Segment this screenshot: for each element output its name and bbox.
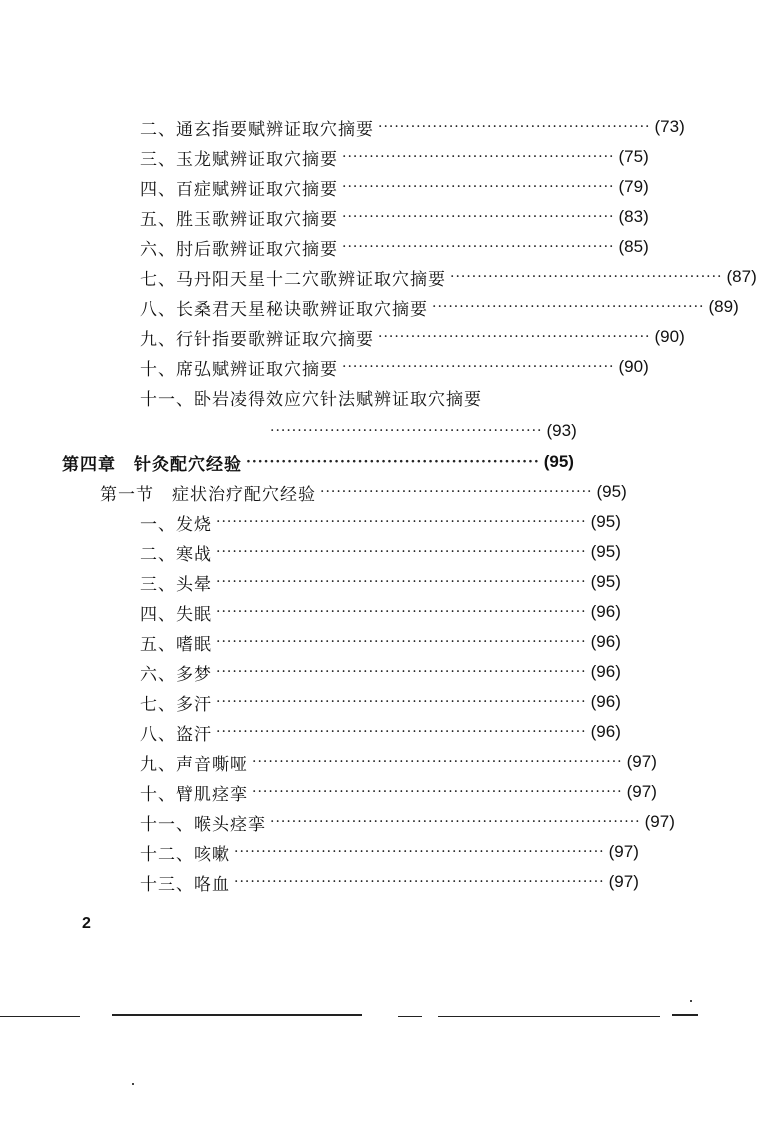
toc-entry-label: 十一、喉头痉挛 <box>140 814 266 835</box>
toc-entry[interactable] <box>140 568 621 596</box>
toc-entry-page: (97) <box>626 752 657 771</box>
toc-entry[interactable] <box>140 538 621 566</box>
toc-entry-page: (73) <box>654 117 685 136</box>
scan-rule <box>672 1014 698 1016</box>
scan-rule <box>0 1016 80 1017</box>
toc-entry-page: (97) <box>626 782 657 801</box>
toc-entry-label: 四、失眠 <box>140 604 212 625</box>
toc-entry[interactable] <box>140 748 657 776</box>
chapter-label: 第四章 针灸配穴经验 <box>62 454 242 475</box>
toc-entry[interactable] <box>140 868 639 896</box>
toc-entry-label: 七、多汗 <box>140 694 212 715</box>
toc-entry-page: (95) <box>590 512 621 531</box>
leader-dots: ···································································· <box>234 844 605 860</box>
toc-entry-page: (96) <box>590 602 621 621</box>
leader-dots: ·················································· <box>342 179 615 195</box>
scan-rule <box>398 1016 422 1017</box>
toc-entry-label: 九、声音嘶哑 <box>140 754 248 775</box>
leader-dots: ···································································· <box>252 754 623 770</box>
toc-entry-label: 八、盗汗 <box>140 724 212 745</box>
toc-entry[interactable] <box>140 508 621 536</box>
toc-entry[interactable] <box>140 113 685 141</box>
toc-entry-label: 一、发烧 <box>140 514 212 535</box>
leader-dots: ·················································· <box>378 329 651 345</box>
toc-entry[interactable] <box>140 143 649 171</box>
toc-entry-page: (90) <box>618 357 649 376</box>
leader-dots: ·················································· <box>342 359 615 375</box>
leader-dots: ·················································· <box>342 209 615 225</box>
leader-dots: ···································································· <box>270 814 641 830</box>
toc-entry-label: 八、长桑君天星秘诀歌辨证取穴摘要 <box>140 299 428 320</box>
scan-speck <box>132 1083 134 1085</box>
toc-entry-label: 十、席弘赋辨证取穴摘要 <box>140 359 338 380</box>
toc-entry[interactable] <box>140 203 649 231</box>
leader-dots: ···································································· <box>216 544 587 560</box>
toc-entry-label: 十三、咯血 <box>140 874 230 895</box>
page-number: 2 <box>82 915 91 932</box>
toc-entry-page: (89) <box>708 297 739 316</box>
toc-entry-label: 四、百症赋辨证取穴摘要 <box>140 179 338 200</box>
leader-dots: ···································································· <box>216 634 587 650</box>
toc-entry-label: 五、嗜眠 <box>140 634 212 655</box>
toc-section[interactable] <box>100 478 627 506</box>
toc-entry[interactable] <box>140 658 621 686</box>
leader-dots: ···································································· <box>234 874 605 890</box>
leader-dots: ···································································· <box>252 784 623 800</box>
toc-entry-label: 十二、咳嗽 <box>140 844 230 865</box>
toc-entry[interactable] <box>140 688 621 716</box>
leader-dots: ·················································· <box>342 149 615 165</box>
toc-entry-page: (97) <box>608 842 639 861</box>
leader-dots: ···································································· <box>216 514 587 530</box>
toc-entry-label: 九、行针指要歌辨证取穴摘要 <box>140 329 374 350</box>
leader-dots: ···································································· <box>216 604 587 620</box>
toc-entry-label: 三、头晕 <box>140 574 212 595</box>
toc-entry[interactable] <box>140 293 739 321</box>
leader-dots: ···································································· <box>216 694 587 710</box>
toc-chapter[interactable] <box>62 448 572 476</box>
toc-entry[interactable] <box>140 778 657 806</box>
section-page: (95) <box>596 482 627 501</box>
leader-dots: ·················································· <box>378 119 651 135</box>
toc-entry-page: (96) <box>590 692 621 711</box>
toc-entry-page: (75) <box>618 147 649 166</box>
toc-entry-eleven-label[interactable]: 十一、卧岩凌得效应穴针法赋辨证取穴摘要 <box>140 389 482 410</box>
toc-entry-page: (97) <box>608 872 639 891</box>
toc-entry-page: (95) <box>590 572 621 591</box>
toc-entry[interactable] <box>140 263 757 291</box>
leader-dots: ·················································· <box>246 454 540 470</box>
toc-entry-label: 十、臂肌痉挛 <box>140 784 248 805</box>
toc-entry-page: (83) <box>618 207 649 226</box>
toc-entry[interactable] <box>140 233 649 261</box>
leader-dots: ···································································· <box>216 574 587 590</box>
toc-entry[interactable] <box>140 353 649 381</box>
toc-entry-page: (93) <box>546 421 577 440</box>
toc-entry-label: 六、多梦 <box>140 664 212 685</box>
scan-rule <box>438 1016 660 1017</box>
toc-entry-page: (90) <box>654 327 685 346</box>
chapter-page: (95) <box>543 452 574 471</box>
leader-dots: ·················································· <box>320 484 593 500</box>
toc-entry-page: (96) <box>590 662 621 681</box>
toc-entry-page: (79) <box>618 177 649 196</box>
toc-entry[interactable] <box>140 323 685 351</box>
toc-entry-label: 七、马丹阳天星十二穴歌辨证取穴摘要 <box>140 269 446 290</box>
toc-entry[interactable] <box>140 628 621 656</box>
toc-entry-page: (85) <box>618 237 649 256</box>
toc-entry-label: 二、寒战 <box>140 544 212 565</box>
toc-entry-eleven-continuation[interactable] <box>270 417 577 445</box>
toc-entry[interactable] <box>140 173 649 201</box>
leader-dots: ···································································· <box>216 664 587 680</box>
toc-entry-page: (87) <box>726 267 757 286</box>
leader-dots: ·················································· <box>450 269 723 285</box>
leader-dots: ·················································· <box>270 423 543 439</box>
toc-entry-page: (96) <box>590 722 621 741</box>
toc-entry-label: 二、通玄指要赋辨证取穴摘要 <box>140 119 374 140</box>
toc-entry[interactable] <box>140 838 639 866</box>
toc-entry[interactable] <box>140 808 675 836</box>
leader-dots: ·················································· <box>342 239 615 255</box>
leader-dots: ·················································· <box>432 299 705 315</box>
toc-entry[interactable] <box>140 718 621 746</box>
toc-entry-page: (95) <box>590 542 621 561</box>
scan-rule <box>112 1014 362 1016</box>
scan-speck <box>690 1000 692 1002</box>
toc-entry-label: 五、胜玉歌辨证取穴摘要 <box>140 209 338 230</box>
toc-entry-page: (97) <box>644 812 675 831</box>
toc-entry-page: (96) <box>590 632 621 651</box>
leader-dots: ···································································· <box>216 724 587 740</box>
section-label: 第一节 症状治疗配穴经验 <box>100 484 316 505</box>
toc-entry-label: 三、玉龙赋辨证取穴摘要 <box>140 149 338 170</box>
toc-entry[interactable] <box>140 598 621 626</box>
toc-entry-label: 六、肘后歌辨证取穴摘要 <box>140 239 338 260</box>
